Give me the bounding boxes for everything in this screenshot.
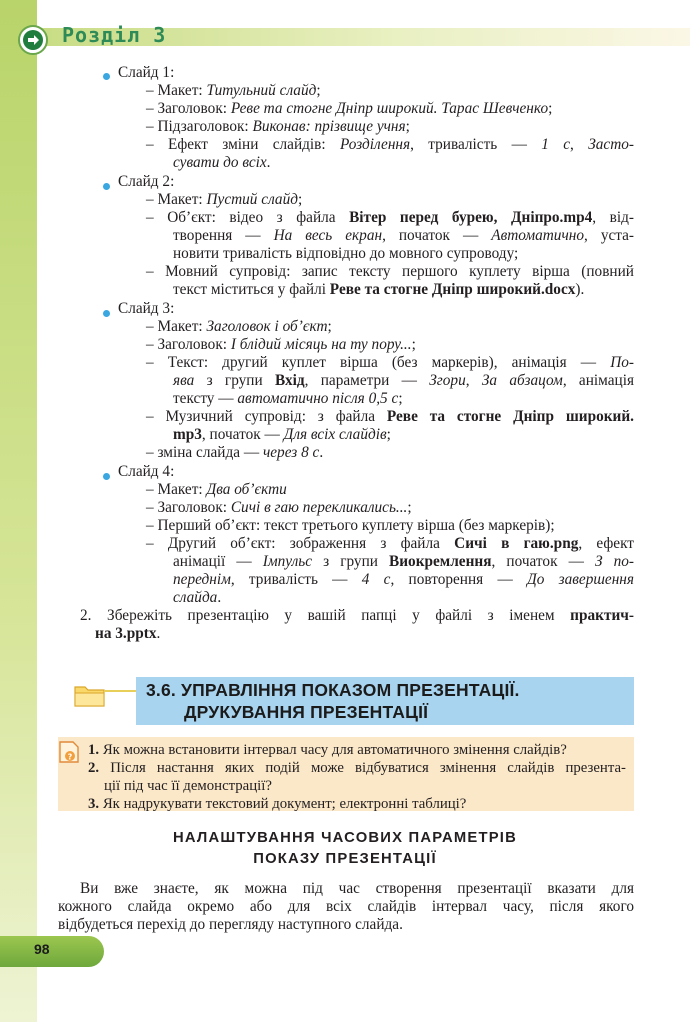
slide1-effect-cont: сувати до всіх.: [173, 154, 271, 171]
bullet-dot: [103, 310, 110, 317]
page-number-tab: [0, 936, 104, 967]
step2-line2: на 3.pptx.: [95, 625, 161, 642]
paragraph-line1: Ви вже знаєте, як можна під час створення презентації вказати для: [80, 880, 634, 897]
question-1: 1. Як можна встановити інтервал часу для автоматичного змінення слайдів?: [88, 742, 567, 758]
question-2-cont: ції під час її демонстрації?: [104, 778, 272, 794]
slide4-heading: – Заголовок: Сичі в гаю перекликались...;: [146, 499, 412, 516]
slide4-first-object: – Перший об’єкт: текст третього куплету вірша (без маркерів);: [146, 517, 555, 534]
slide3-text: – Текст: другий куплет вірша (без маркерів), анімація — По-: [146, 354, 634, 371]
section-title-line1: 3.6. УПРАВЛІННЯ ПОКАЗОМ ПРЕЗЕНТАЦІЇ.: [146, 680, 520, 700]
svg-text:?: ?: [67, 752, 73, 762]
slide3-heading: – Заголовок: І блідий місяць на ту пору...;: [146, 336, 416, 353]
slide2-object-cont: творення — На весь екран, початок — Автоматично, уста-: [173, 227, 635, 244]
slide4-second-object-cont3: слайда.: [173, 589, 222, 606]
slide2-object: – Об’єкт: відео з файла Вітер перед бурею, Дніпро.mp4, від-: [146, 209, 634, 226]
slide3-text-cont2: тексту — автоматично після 0,5 с;: [173, 390, 403, 407]
slide4-second-object-cont2: переднім, тривалість — 4 с, повторення — До завершення: [173, 571, 634, 588]
slide4-second-object: – Другий об’єкт: зображення з файла Сичі в гаю.png, ефект: [146, 535, 634, 552]
slide4-second-object-cont: анімації — Імпульс з групи Виокремлення, початок — З по-: [173, 553, 634, 570]
slide1-subheading: – Підзаголовок: Виконав: прізвище учня;: [146, 118, 410, 135]
slide3-title: Слайд 3:: [118, 300, 175, 317]
slide2-object-cont2: новити тривалість відповідно до мовного супроводу;: [173, 245, 519, 262]
paragraph-line2: кожного слайда окремо або для всіх слайдів інтервал часу, після якого: [58, 898, 634, 915]
question-2: 2. Після настання яких подій може відбуватися змінення слайдів презента-: [88, 760, 626, 776]
question-3: 3. Як надрукувати текстовий документ; електронні таблиці?: [88, 796, 467, 812]
slide3-layout: – Макет: Заголовок і об’єкт;: [146, 318, 332, 335]
question-document-icon: [58, 740, 80, 764]
slide2-voice: – Мовний супровід: запис тексту першого куплету вірша (повний: [146, 263, 634, 280]
slide1-layout: – Макет: Титульний слайд;: [146, 82, 321, 99]
folder-icon: [74, 683, 106, 707]
slide2-title: Слайд 2:: [118, 173, 175, 190]
slide1-heading: – Заголовок: Реве та стогне Дніпр широкий. Тарас Шевченко;: [146, 100, 553, 117]
slide3-music: – Музичний супровід: з файла Реве та стогне Дніпр широкий.: [146, 408, 634, 425]
section-connector: [104, 690, 138, 692]
paragraph-line3: відбудеться перехід до перегляду наступного слайда.: [58, 916, 403, 933]
slide1-effect: – Ефект зміни слайдів: Розділення, тривалість — 1 с, Засто-: [146, 136, 634, 153]
slide1-title: Слайд 1:: [118, 64, 175, 81]
slide2-voice-cont: текст міститься у файлі Реве та стогне Дніпр широкий.docx).: [173, 281, 585, 298]
bullet-dot: [103, 183, 110, 190]
slide3-text-cont: ява з групи Вхід, параметри — Згори, За абзацом, анімація: [173, 372, 634, 389]
subheading-line2: ПОКАЗУ ПРЕЗЕНТАЦІЇ: [253, 851, 437, 867]
chapter-arrow-icon: [18, 25, 48, 55]
chapter-title: Розділ 3: [62, 23, 167, 47]
slide3-change: – зміна слайда — через 8 с.: [146, 444, 324, 461]
slide4-layout: – Макет: Два об’єкти: [146, 481, 287, 498]
page-number: 98: [34, 941, 50, 957]
bullet-dot: [103, 73, 110, 80]
left-margin-band: [0, 0, 37, 1022]
section-title-line2: ДРУКУВАННЯ ПРЕЗЕНТАЦІЇ: [184, 702, 429, 722]
subheading-line1: НАЛАШТУВАННЯ ЧАСОВИХ ПАРАМЕТРІВ: [172, 830, 517, 846]
step2-line1: 2. Збережіть презентацію у вашій папці у файлі з іменем практич-: [80, 607, 634, 624]
bullet-dot: [103, 473, 110, 480]
slide3-music-cont: mp3, початок — Для всіх слайдів;: [173, 426, 391, 443]
slide4-title: Слайд 4:: [118, 463, 175, 480]
slide2-layout: – Макет: Пустий слайд;: [146, 191, 303, 208]
